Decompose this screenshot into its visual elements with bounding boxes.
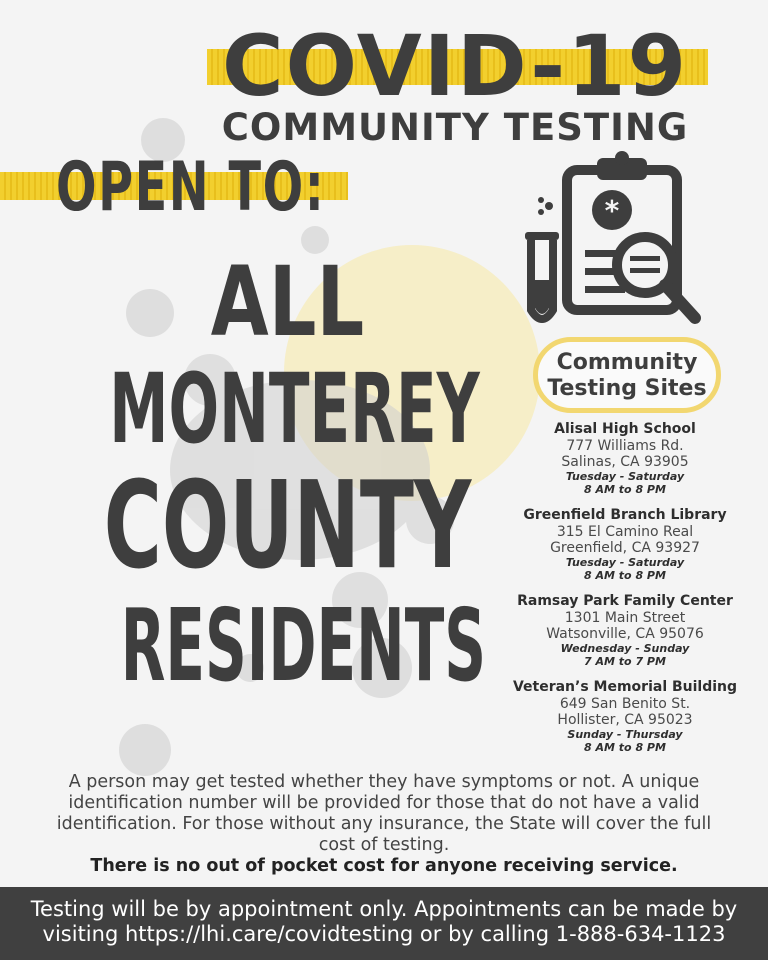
site-alisal	[505, 421, 745, 496]
page-title: COVID-19	[221, 17, 689, 115]
footer-line2: visiting https://lhi.care/covidtesting or by calling 1-888-634-1123	[42, 922, 726, 946]
sites-badge-line2: Testing Sites	[547, 376, 707, 401]
headline-line-county: COUNTY	[103, 457, 472, 596]
community-testing-sites-badge	[533, 337, 721, 413]
site-days: Sunday - Thursday	[567, 728, 683, 741]
appointment-footer	[0, 887, 768, 960]
headline-line-residents: RESIDENTS	[120, 587, 487, 704]
site-hours: 7 AM to 7 PM	[584, 655, 666, 668]
site-address2: Watsonville, CA 95076	[546, 626, 704, 642]
sites-badge-line1: Community	[556, 350, 698, 375]
site-hours: 8 AM to 8 PM	[584, 483, 666, 496]
site-ramsay	[505, 593, 745, 668]
site-days: Tuesday - Saturday	[565, 470, 685, 483]
footer-line1: Testing will be by appointment only. Appointments can be made by	[30, 897, 738, 921]
site-address1: 1301 Main Street	[564, 610, 686, 626]
no-cost-notice: There is no out of pocket cost for anyone receiving service.	[90, 856, 678, 876]
site-address2: Salinas, CA 93905	[561, 454, 689, 470]
site-name: Greenfield Branch Library	[523, 507, 727, 523]
headline-line-monterey: MONTEREY	[109, 353, 480, 465]
site-greenfield	[505, 507, 745, 582]
site-veterans	[505, 679, 745, 754]
site-name: Alisal High School	[554, 421, 696, 437]
site-address2: Hollister, CA 95023	[557, 712, 693, 728]
site-days: Wednesday - Sunday	[560, 642, 690, 655]
info-paragraph	[14, 772, 754, 877]
info-line: A person may get tested whether they have symptoms or not. A unique	[68, 772, 700, 792]
testing-illustration	[515, 150, 715, 330]
site-address1: 777 Williams Rd.	[566, 438, 684, 454]
site-address1: 649 San Benito St.	[559, 696, 691, 712]
test-tube-icon	[525, 197, 559, 319]
page-subtitle: COMMUNITY TESTING	[221, 106, 689, 149]
site-name: Ramsay Park Family Center	[517, 593, 733, 609]
headline-line-all: ALL	[210, 246, 365, 358]
site-name: Veteran’s Memorial Building	[512, 679, 738, 695]
info-line: cost of testing.	[318, 835, 450, 855]
open-to-label: OPEN TO:	[56, 148, 326, 227]
site-hours: 8 AM to 8 PM	[584, 741, 666, 754]
site-hours: 8 AM to 8 PM	[584, 569, 666, 582]
info-line: identification. For those without any insurance, the State will cover the full	[56, 814, 712, 834]
info-line: identification number will be provided for those that do not have a valid	[68, 793, 700, 813]
svg-text:*: *	[604, 194, 620, 227]
site-address2: Greenfield, CA 93927	[550, 540, 700, 556]
site-days: Tuesday - Saturday	[565, 556, 685, 569]
site-address1: 315 El Camino Real	[556, 524, 694, 540]
